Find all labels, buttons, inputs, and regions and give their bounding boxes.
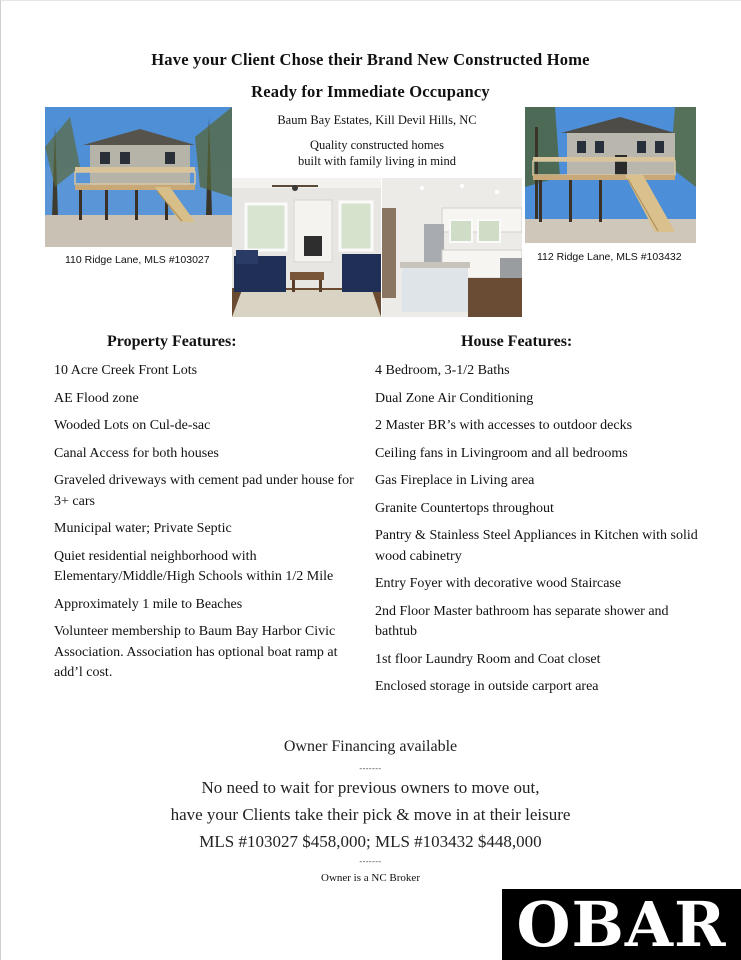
list-item: Granite Countertops throughout (375, 500, 554, 516)
obar-logo (502, 889, 741, 960)
broker-note: Owner is a NC Broker (321, 872, 420, 884)
list-item: Quiet residential neighborhood with Elementary/Middle/High Schools within 1/2 Mile (54, 548, 334, 584)
owner-financing-text: Owner Financing available (283, 738, 458, 755)
list-item: 10 Acre Creek Front Lots (54, 363, 198, 378)
kitchen-photo (382, 178, 522, 317)
quality-line-2: built with family living in mind (298, 154, 456, 168)
list-item: Dual Zone Air Conditioning (375, 390, 534, 406)
list-item: AE Flood zone (54, 390, 139, 406)
mls-prices: MLS #103027 $458,000; MLS #103432 $448,000 (199, 832, 542, 851)
list-item: Entry Foyer with decorative wood Staircase (375, 576, 622, 591)
property-features-heading: Property Features: (107, 333, 237, 350)
list-item: Pantry & Stainless Steel Appliances in Kitchen with solid wood cabinetry (375, 528, 698, 564)
property-features-list (54, 361, 354, 691)
house-features-list (375, 361, 705, 705)
caption-110-ridge: 110 Ridge Lane, MLS #103027 (65, 254, 210, 266)
list-item: 2 Master BR’s with accesses to outdoor decks (375, 418, 633, 433)
move-in-paragraph (0, 774, 741, 828)
move-in-line-1: No need to wait for previous owners to move out, (201, 778, 540, 797)
list-item: 4 Bedroom, 3-1/2 Baths (375, 363, 510, 378)
list-item: 2nd Floor Master bathroom has separate shower and bathtub (375, 603, 669, 639)
subheadline: Ready for Immediate Occupancy (251, 82, 490, 101)
move-in-line-2: have your Clients take their pick & move in at their leisure (170, 805, 571, 824)
house-photo-110-ridge (45, 107, 232, 247)
list-item: Enclosed storage in outside carport area (375, 679, 599, 694)
headline: Have your Client Chose their Brand New Constructed Home (151, 50, 590, 69)
list-item: Approximately 1 mile to Beaches (54, 596, 243, 612)
quality-line-1: Quality constructed homes (310, 138, 444, 152)
list-item: Wooded Lots on Cul-de-sac (54, 418, 211, 433)
separator: ------- (359, 764, 382, 773)
list-item: Gas Fireplace in Living area (375, 473, 535, 488)
house-features-heading: House Features: (461, 333, 573, 350)
list-item: Volunteer membership to Baum Bay Harbor Civic Association. Association has optional boat ramp at add’l cost. (54, 624, 338, 680)
list-item: Ceiling fans in Livingroom and all bedrooms (375, 445, 628, 461)
separator: ------- (359, 857, 382, 866)
list-item: Municipal water; Private Septic (54, 521, 232, 536)
obar-logo-text: OBAR (516, 887, 727, 960)
list-item: 1st floor Laundry Room and Coat closet (375, 651, 601, 667)
house-photo-112-ridge (525, 107, 696, 243)
location-text: Baum Bay Estates, Kill Devil Hills, NC (277, 113, 477, 127)
living-room-photo (232, 178, 381, 317)
list-item: Canal Access for both houses (54, 445, 219, 461)
list-item: Graveled driveways with cement pad under house for 3+ cars (54, 473, 354, 509)
caption-112-ridge: 112 Ridge Lane, MLS #103432 (537, 251, 682, 263)
